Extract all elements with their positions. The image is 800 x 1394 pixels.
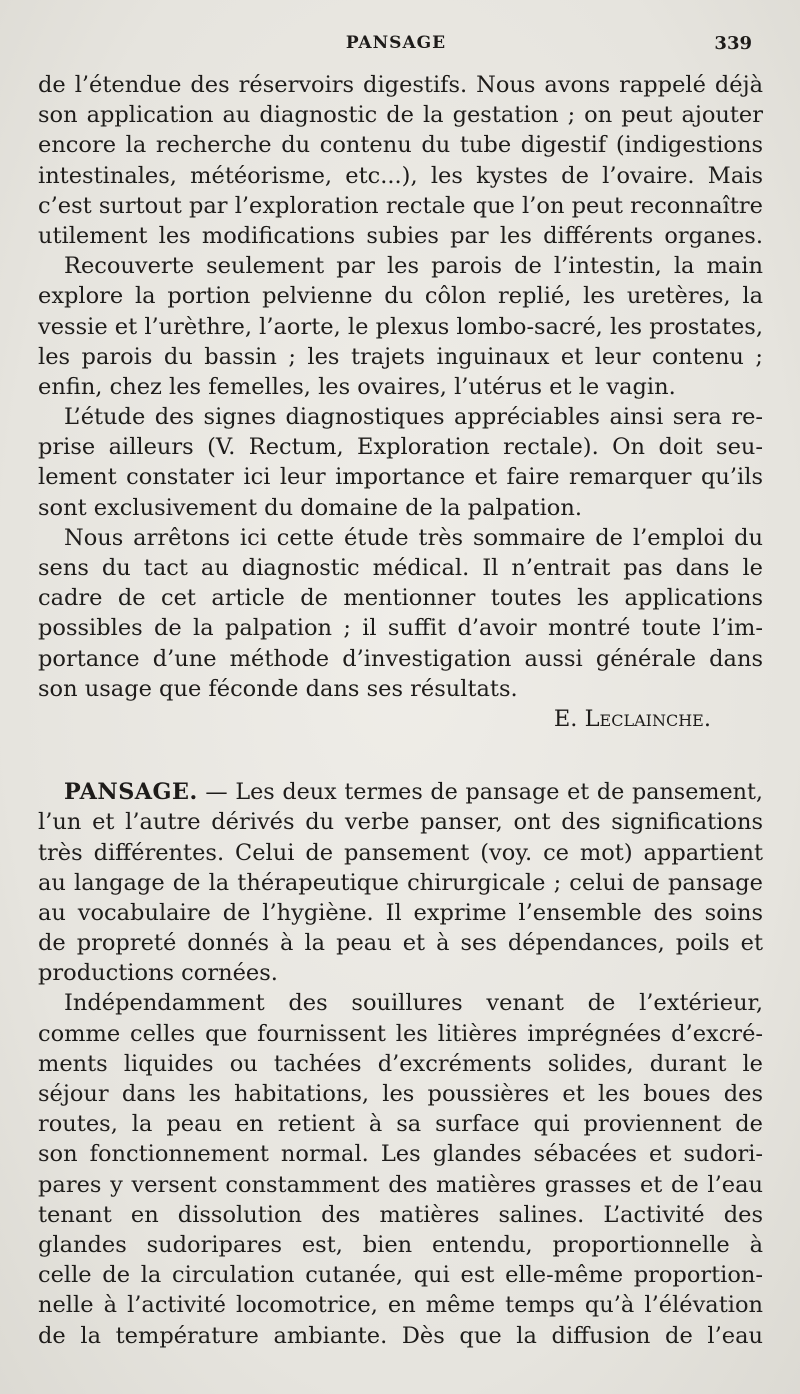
page-number: 339	[714, 33, 752, 54]
text-line: très différentes. Celui de pansement (voy. ce mot) appartient	[38, 839, 763, 866]
text-line: lement constater ici leur importance et faire remarquer qu’ils	[38, 464, 763, 491]
text-line: L’étude des signes diagnostiques appréciables ainsi sera re-	[64, 404, 763, 431]
text-line: prise ailleurs (V. Rectum, Exploration rectale). On doit seu-	[38, 434, 763, 461]
text-line: les parois du bassin ; les trajets inguinaux et leur contenu ;	[38, 343, 763, 370]
text-line: Recouverte seulement par les parois de l’intestin, la main	[64, 253, 763, 280]
text-line: au vocabulaire de l’hygiène. Il exprime l’ensemble des soins	[38, 899, 763, 926]
text-line: son application au diagnostic de la gestation ; on peut ajouter	[38, 102, 763, 129]
text-line: de l’étendue des réservoirs digestifs. Nous avons rappelé déjà	[38, 72, 763, 98]
text-line: Indépendamment des souillures venant de l’extérieur,	[64, 990, 763, 1017]
text-line: de propreté donnés à la peau et à ses dépendances, poils et	[38, 930, 763, 957]
text-line: son usage que féconde dans ses résultats.	[38, 675, 518, 702]
text-line: encore la recherche du contenu du tube digestif (indigestions	[38, 132, 763, 159]
running-title: PANSAGE	[345, 33, 447, 53]
text-line: l’un et l’autre dérivés du verbe panser, ont des significations	[38, 809, 763, 836]
body-text	[38, 70, 763, 1351]
section-gap	[38, 734, 763, 777]
text-line: nelle à l’activité locomotrice, en même temps qu’à l’élévation	[38, 1292, 763, 1319]
text-line: pares y versent constamment des matières grasses et de l’eau	[38, 1171, 763, 1198]
text-line: explore la portion pelvienne du côlon replié, les uretères, la	[38, 283, 763, 310]
text-line: routes, la peau en retient à sa surface qui proviennent de	[38, 1111, 763, 1138]
author-signature: E. Leclainche.	[553, 705, 711, 732]
text-line: vessie et l’urèthre, l’aorte, le plexus lombo-sacré, les prostates,	[38, 313, 763, 340]
text-line: possibles de la palpation ; il suffit d’avoir montré toute l’im-	[38, 615, 763, 642]
text-line: ments liquides ou tachées d’excréments solides, durant le	[38, 1050, 763, 1077]
entry-first-text: — Les deux termes de pansage et de pansement,	[197, 779, 763, 806]
entry-headword: PANSAGE.	[64, 779, 198, 806]
text-line: au langage de la thérapeutique chirurgicale ; celui de pansage	[38, 869, 763, 896]
text-line: glandes sudoripares est, bien entendu, proportionnelle à	[38, 1231, 763, 1258]
running-head	[40, 33, 752, 57]
text-line: productions cornées.	[38, 960, 278, 987]
entry-first-line	[38, 777, 763, 807]
text-line: portance d’une méthode d’investigation aussi générale dans	[38, 645, 763, 672]
text-line: sont exclusivement du domaine de la palpation.	[38, 494, 582, 521]
text-line: comme celles que fournissent les litières imprégnées d’excré-	[38, 1020, 763, 1047]
text-line: séjour dans les habitations, les poussières et les boues des	[38, 1081, 763, 1107]
text-line: sens du tact au diagnostic médical. Il n’entrait pas dans le	[38, 555, 763, 581]
text-line: cadre de cet article de mentionner toutes les applications	[38, 585, 763, 612]
text-line: tenant en dissolution des matières salines. L’activité des	[38, 1201, 763, 1228]
text-line: enfin, chez les femelles, les ovaires, l’utérus et le vagin.	[38, 373, 676, 400]
text-line: intestinales, météorisme, etc...), les kystes de l’ovaire. Mais	[38, 162, 763, 189]
text-line: Nous arrêtons ici cette étude très sommaire de l’emploi du	[64, 524, 763, 551]
text-line: de la température ambiante. Dès que la diffusion de l’eau	[38, 1322, 763, 1349]
text-line: c’est surtout par l’exploration rectale que l’on peut reconnaître	[38, 192, 763, 219]
text-line: celle de la circulation cutanée, qui est elle-même proportion-	[38, 1262, 763, 1289]
text-line: son fonctionnement normal. Les glandes sébacées et sudori-	[38, 1141, 763, 1168]
text-line: utilement les modifications subies par les différents organes.	[38, 222, 763, 249]
